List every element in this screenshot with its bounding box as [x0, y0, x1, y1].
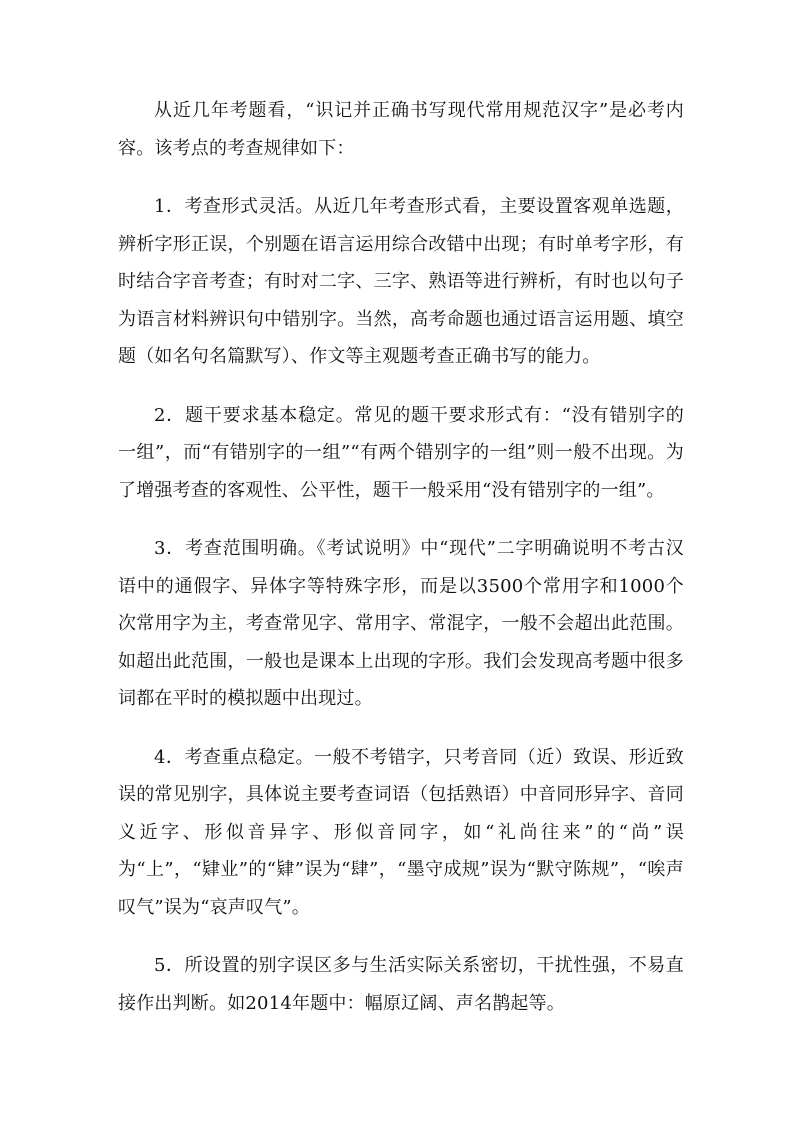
paragraph-point-2: 2．题干要求基本稳定。常见的题干要求形式有：“没有错别字的一组”，而“有错别字的一组”“有两个错别字的一组”则一般不出现。为了增强考查的客观性、公平性，题干一般采用“没有错别字的一组”。: [118, 404, 684, 501]
paragraph-point-4: 4．考查重点稳定。一般不考错字，只考音同（近）致误、形近致误的常见别字，具体说主要考查词语（包括熟语）中音同形异字、音同义近字、形似音异字、形似音同字，如“礼尚往来”的“尚”误为“上”，“肄业”的“肄”误为“肆”，“墨守成规”误为“默守陈规”，“唉声叹气”误为“哀声叹气”。: [118, 746, 684, 918]
paragraph-spacer: [118, 167, 684, 188]
paragraph-spacer: [118, 376, 684, 397]
paragraph-spacer: [118, 509, 684, 530]
paragraph-spacer: [118, 926, 684, 947]
document-body: [118, 92, 684, 1022]
paragraph-point-5: 5．所设置的别字误区多与生活实际关系密切，干扰性强，不易直接作出判断。如2014年题中：幅原辽阔、声名鹊起等。: [118, 955, 684, 1014]
paragraph-intro: 从近几年考题看，“识记并正确书写现代常用规范汉字”是必考内容。该考点的考查规律如下：: [118, 100, 684, 159]
paragraph-spacer: [118, 718, 684, 739]
paragraph-point-3: 3．考查范围明确。《考试说明》中“现代”二字明确说明不考古汉语中的通假字、异体字等特殊字形，而是以3500个常用字和1000个次常用字为主，考查常见字、常用字、常混字，一般不会超出此范围。如超出此范围，一般也是课本上出现的字形。我们会发现高考题中很多词都在平时的模拟题中出现过。: [118, 538, 684, 709]
paragraph-point-1: 1．考查形式灵活。从近几年考查形式看，主要设置客观单选题，辨析字形正误，个别题在语言运用综合改错中出现；有时单考字形，有时结合字音考查；有时对二字、三字、熟语等进行辨析，有时也以句子为语言材料辨识句中错别字。当然，高考命题也通过语言运用题、填空题（如名句名篇默写）、作文等主观题考查正确书写的能力。: [118, 196, 684, 367]
